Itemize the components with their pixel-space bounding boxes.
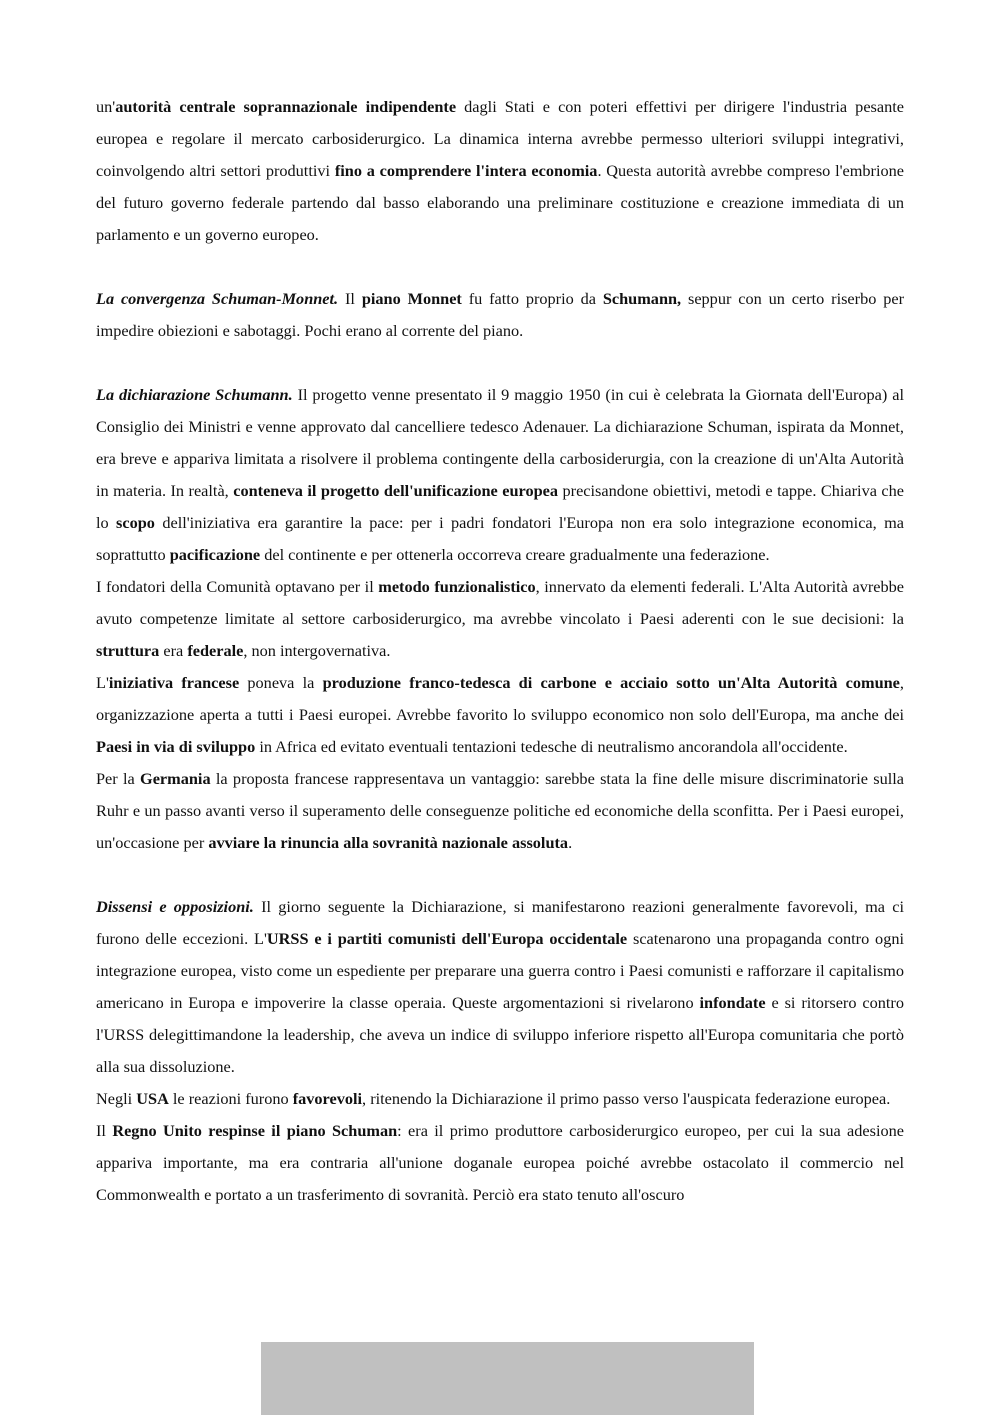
text-run: . Questa autorità avrebbe compreso l'embrione del futuro governo federale partendo dal basso elaborando una preliminare costituzione e creazione immediata di un parlamento e un governo europeo.: [96, 161, 905, 244]
emphasis-text: struttura: [96, 641, 160, 660]
emphasis-text: federale: [187, 641, 244, 660]
emphasis-text: Schumann,: [602, 289, 682, 308]
emphasis-text: produzione franco-tedesca di carbone e acciaio sotto un'Alta Autorità comune: [322, 673, 900, 692]
text-run: e si ritorsero contro l'URSS delegittimandone la leadership, che aveva un indice di sviluppo inferiore rispetto all'Europa comunitaria che portò alla sua dissoluzione.: [96, 993, 904, 1076]
text-run: Per la: [96, 769, 141, 788]
text-run: le reazioni furono: [168, 1089, 293, 1108]
paragraph: [96, 91, 904, 251]
text-run: Il progetto venne presentato il 9 maggio 1950 (in cui è celebrata la Giornata dell'Europa) al Consiglio dei Ministri e venne approvato dal cancelliere tedesco Adenauer. La dichiarazione Schuman, ispirata da Monnet, era breve e appariva limitata a risolvere il problema contingente della carbosiderurgia, con la creazione di un'Alta Autorità in materia. In realtà,: [96, 385, 904, 500]
emphasis-text: Germania: [140, 769, 211, 788]
text-run: .: [568, 833, 573, 852]
emphasis-text: infondate: [699, 993, 766, 1012]
text-run: Negli: [96, 1089, 137, 1108]
emphasis-text: pacificazione: [169, 545, 261, 564]
emphasis-text: metodo funzionalistico: [378, 577, 536, 596]
emphasis-text: favorevoli: [292, 1089, 363, 1108]
text-run: fu fatto proprio da: [461, 289, 603, 308]
text-run: Il: [96, 1121, 113, 1140]
paragraph: [96, 667, 904, 763]
emphasis-text: USA: [136, 1089, 169, 1108]
text-run: precisandone obiettivi, metodi e tappe. Chiariva che lo: [96, 481, 904, 532]
emphasis-text: conteneva il progetto dell'unificazione europea: [233, 481, 559, 500]
text-run: era: [159, 641, 188, 660]
paragraph: [96, 763, 904, 859]
paragraph: [96, 1115, 904, 1211]
paragraph: [96, 571, 904, 667]
paragraph: [96, 891, 904, 1083]
text-run: un': [96, 97, 116, 116]
paragraph: [96, 379, 904, 571]
emphasis-text: Paesi in via di sviluppo: [96, 737, 256, 756]
emphasis-text: iniziativa francese: [108, 673, 240, 692]
emphasis-text: Regno Unito respinse il piano Schuman: [112, 1121, 398, 1140]
emphasis-text: autorità centrale soprannazionale indipendente: [115, 97, 457, 116]
text-run: , organizzazione aperta a tutti i Paesi europei. Avrebbe favorito lo sviluppo economico non solo dell'Europa, ma anche dei: [96, 673, 904, 724]
text-run: , innervato da elementi federali. L'Alta Autorità avrebbe avuto competenze limitate al settore carbosiderurgico, ma avrebbe vincolato i Paesi aderenti con le sue decisioni: la: [96, 577, 905, 628]
emphasis-text: URSS e i partiti comunisti dell'Europa occidentale: [266, 929, 628, 948]
section-heading: Dissensi e opposizioni.: [96, 897, 254, 916]
text-run: in Africa ed evitato eventuali tentazioni tedesche di neutralismo ancorandola all'occidente.: [255, 737, 848, 756]
text-run: scatenarono una propaganda contro ogni integrazione europea, visto come un espediente per preparare una guerra contro i Paesi comunisti e rafforzare il capitalismo americano in Europa e impoverire la classe operaia. Queste argomentazioni si rivelarono: [96, 929, 905, 1012]
text-run: dagli Stati e con poteri effettivi per dirigere l'industria pesante europea e regolare il mercato carbosiderurgico. La dinamica interna avrebbe permesso ulteriori sviluppi integrativi, coinvolgendo altri settori produttivi: [96, 97, 904, 180]
section-heading: La convergenza Schuman-Monnet.: [96, 289, 339, 308]
emphasis-text: fino a comprendere l'intera economia: [334, 161, 598, 180]
text-run: poneva la: [239, 673, 323, 692]
text-run: del continente e per ottenerla occorreva creare gradualmente una federazione.: [260, 545, 770, 564]
text-run: , ritenendo la Dichiarazione il primo passo verso l'auspicata federazione europea.: [362, 1089, 891, 1108]
text-run: dell'iniziativa era garantire la pace: per i padri fondatori l'Europa non era solo integrazione economica, ma soprattutto: [96, 513, 904, 564]
text-run: Il: [338, 289, 362, 308]
text-run: , non intergovernativa.: [243, 641, 391, 660]
section-heading: La dichiarazione Schumann.: [96, 385, 293, 404]
text-run: seppur con un certo riserbo per impedire obiezioni e sabotaggi. Pochi erano al corrente del piano.: [96, 289, 905, 340]
footer-gray-box: [261, 1342, 754, 1415]
paragraph: [96, 1083, 904, 1115]
text-run: Il giorno seguente la Dichiarazione, si manifestarono reazioni generalmente favorevoli, ma ci furono delle eccezioni. L': [96, 897, 904, 948]
emphasis-text: avviare la rinuncia alla sovranità nazionale assoluta: [208, 833, 569, 852]
text-run: : era il primo produttore carbosiderurgico europeo, per cui la sua adesione appariva importante, ma era contraria all'unione doganale europea poiché avrebbe ostacolato il commercio nel Commonwealth e portato a un trasferimento di sovranità. Perciò era stato tenuto all'oscuro: [96, 1121, 905, 1204]
emphasis-text: scopo: [116, 513, 155, 532]
text-run: L': [96, 673, 109, 692]
text-run: la proposta francese rappresentava un vantaggio: sarebbe stata la fine delle misure discriminatorie sulla Ruhr e un passo avanti verso il superamento delle conseguenze politiche ed economiche della sconfitta. Per i Paesi europei, un'occasione per: [96, 769, 904, 852]
body-text: [96, 91, 904, 1211]
paragraph: [96, 283, 904, 347]
text-run: I fondatori della Comunità optavano per il: [96, 577, 379, 596]
emphasis-text: piano Monnet: [361, 289, 462, 308]
